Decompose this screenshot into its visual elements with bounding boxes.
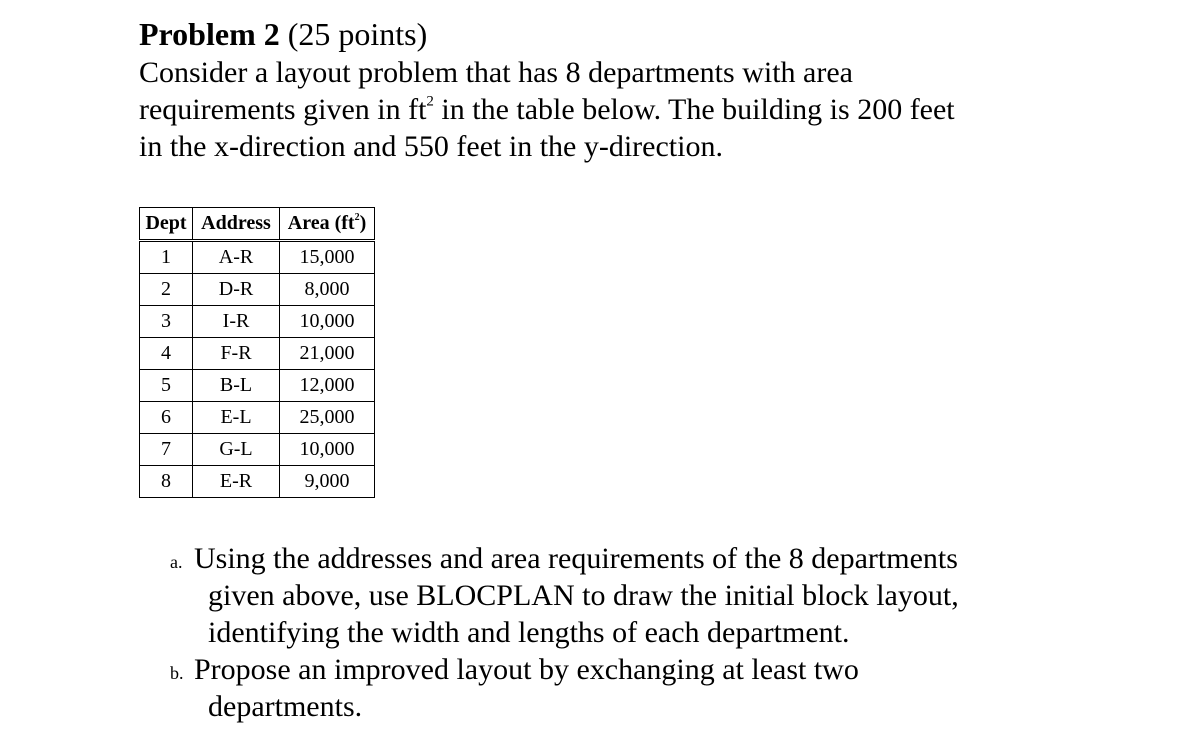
header-area	[280, 208, 375, 241]
cell-area: 10,000	[280, 434, 375, 466]
statement-line-1: Consider a layout problem that has 8 departments with area	[139, 56, 853, 89]
cell-dept: 3	[140, 306, 193, 338]
question-line: identifying the width and lengths of each department.	[208, 616, 850, 649]
table-row	[140, 241, 375, 274]
cell-dept: 2	[140, 274, 193, 306]
header-area-post: )	[359, 212, 367, 234]
question-line: departments.	[208, 690, 363, 723]
header-area-pre: Area (ft	[287, 212, 355, 234]
cell-area: 15,000	[280, 241, 375, 274]
question-a	[170, 540, 959, 651]
header-area-exponent: 2	[354, 212, 360, 223]
header-dept: Dept	[140, 208, 193, 241]
table-row	[140, 370, 375, 402]
table-row	[140, 434, 375, 466]
question-line: given above, use BLOCPLAN to draw the initial block layout,	[208, 579, 959, 612]
cell-address: B-L	[193, 370, 280, 402]
statement-line-2-pre: requirements given in ft	[139, 93, 427, 126]
cell-area: 25,000	[280, 402, 375, 434]
cell-area: 21,000	[280, 338, 375, 370]
cell-dept: 4	[140, 338, 193, 370]
table-row	[140, 274, 375, 306]
cell-area: 10,000	[280, 306, 375, 338]
cell-area: 12,000	[280, 370, 375, 402]
cell-dept: 5	[140, 370, 193, 402]
statement-line-3: in the x-direction and 550 feet in the y-direction.	[139, 130, 723, 163]
cell-address: D-R	[193, 274, 280, 306]
cell-dept: 6	[140, 402, 193, 434]
cell-address: G-L	[193, 434, 280, 466]
question-list	[170, 540, 959, 725]
table-row	[140, 338, 375, 370]
cell-dept: 1	[140, 241, 193, 274]
statement-line-2-post: in the table below. The building is 200 feet	[433, 93, 955, 126]
cell-address: E-R	[193, 466, 280, 498]
question-marker: a.	[170, 552, 183, 572]
question-marker: b.	[170, 663, 184, 683]
cell-dept: 7	[140, 434, 193, 466]
question-line: Propose an improved layout by exchanging at least two	[194, 653, 859, 686]
header-address: Address	[193, 208, 280, 241]
table-row	[140, 402, 375, 434]
statement-exponent: 2	[426, 93, 434, 110]
statement-line-2	[139, 91, 1139, 128]
problem-statement	[139, 54, 1139, 165]
department-table	[139, 207, 375, 498]
table-row	[140, 466, 375, 498]
cell-area: 9,000	[280, 466, 375, 498]
question-b	[170, 651, 959, 725]
cell-area: 8,000	[280, 274, 375, 306]
cell-address: E-L	[193, 402, 280, 434]
cell-address: F-R	[193, 338, 280, 370]
cell-dept: 8	[140, 466, 193, 498]
question-line: Using the addresses and area requirements of the 8 departments	[194, 542, 958, 575]
cell-address: I-R	[193, 306, 280, 338]
table-header-row	[140, 208, 375, 241]
problem-title: Problem 2	[139, 16, 280, 52]
cell-address: A-R	[193, 241, 280, 274]
problem-heading	[139, 14, 427, 54]
problem-points: (25 points)	[287, 16, 428, 52]
table-row	[140, 306, 375, 338]
